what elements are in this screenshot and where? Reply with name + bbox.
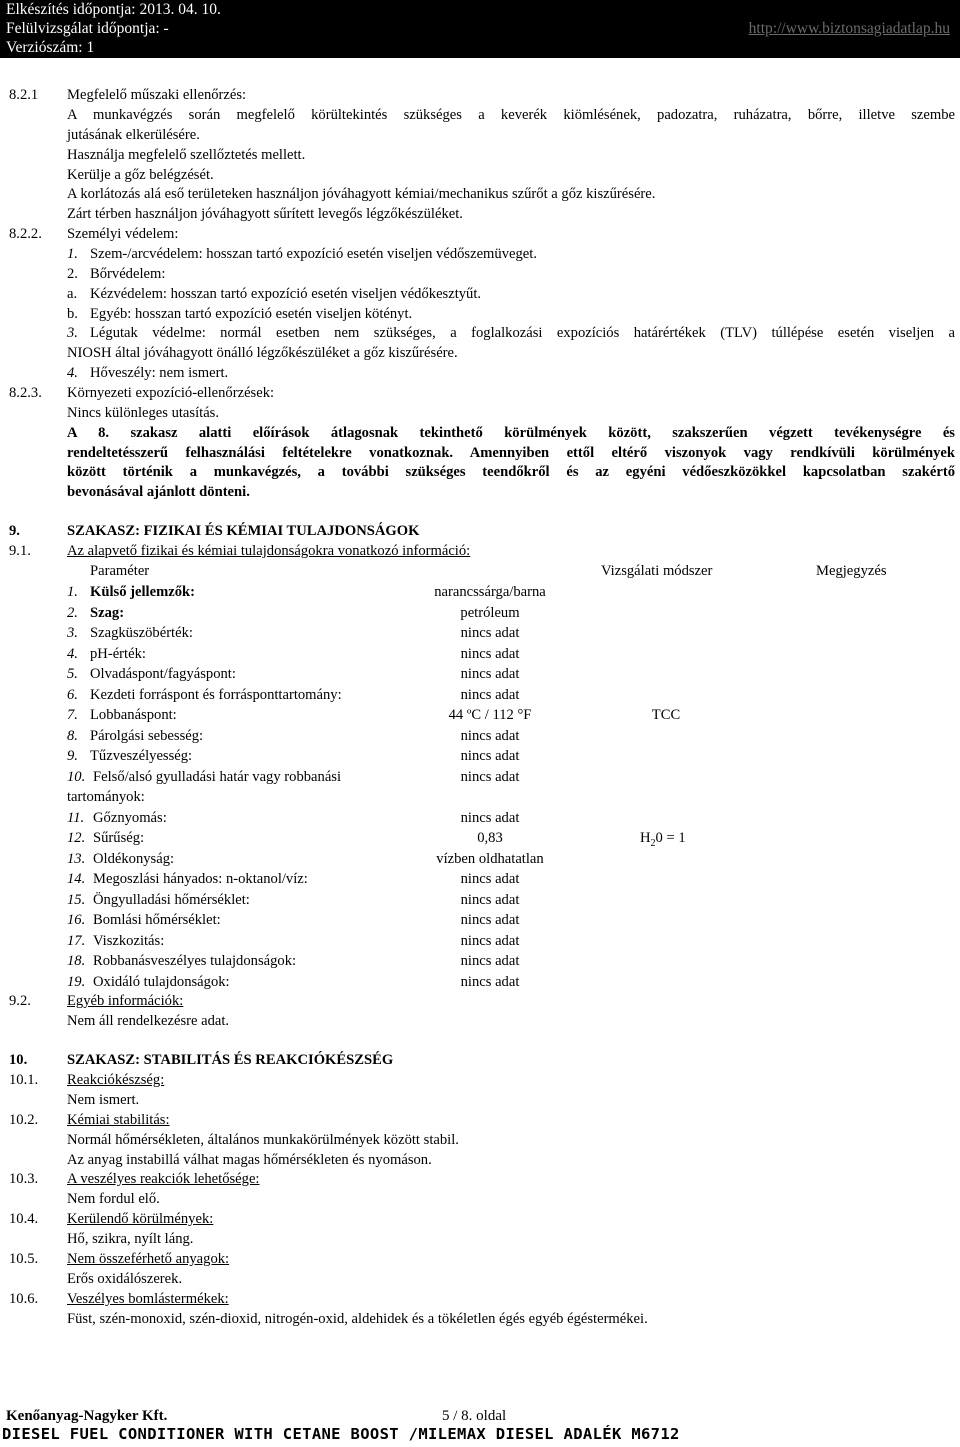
paragraph-line: Zárt térben használjon jóváhagyott sűrített levegős légzőkészüléket. <box>67 206 463 222</box>
property-number: 19. <box>67 974 86 990</box>
property-label: Párolgási sebesség: <box>90 728 204 744</box>
list-item: Légutak védelme: normál esetben nem szükséges, a foglalkozási expozíciós határértékek (TLV) túllépése esetén viseljen a <box>90 325 955 341</box>
subsection-title: Reakciókészség: <box>67 1072 165 1088</box>
density-method-rest: 0 = 1 <box>655 830 686 846</box>
section-heading-number: 9. <box>9 523 20 539</box>
section-heading: SZAKASZ: FIZIKAI ÉS KÉMIAI TULAJDONSÁGOK <box>67 523 420 539</box>
property-value: nincs adat <box>460 810 520 826</box>
subsection-number: 10.3. <box>9 1171 39 1187</box>
property-value: 44 ºC / 112 °F <box>448 707 532 723</box>
list-item-continued: NIOSH által jóváhagyott önálló légzőkészüléket a gőz kiszűrésére. <box>67 345 458 361</box>
property-number: 6. <box>67 687 78 703</box>
property-number: 1. <box>67 584 78 600</box>
paragraph-line: Nem áll rendelkezésre adat. <box>67 1013 230 1029</box>
subsection-title: Egyéb információk: <box>67 993 184 1009</box>
subsection-number: 10.6. <box>9 1291 39 1307</box>
page-header <box>0 0 960 58</box>
paragraph-line: Erős oxidálószerek. <box>67 1271 183 1287</box>
property-label: Oxidáló tulajdonságok: <box>93 974 230 990</box>
table-header-method: Vizsgálati módszer <box>601 563 713 579</box>
property-value: nincs adat <box>460 933 520 949</box>
property-number: 15. <box>67 892 86 908</box>
table-header-param: Paraméter <box>90 563 150 579</box>
property-value: nincs adat <box>460 748 520 764</box>
section-title: Környezeti expozíció-ellenőrzések: <box>67 385 275 401</box>
header-version: Verziószám: 1 <box>6 39 95 56</box>
section-title: Személyi védelem: <box>67 226 179 242</box>
property-method: TCC <box>651 707 681 723</box>
bold-paragraph-line: között történik a munkavégzés, a további szükséges teendőkről és az egyéni védőeszközökkel kapcsolatban szakértő <box>67 464 955 480</box>
property-label: pH-érték: <box>90 646 146 662</box>
property-number: 7. <box>67 707 78 723</box>
section-number: 8.2.2. <box>9 226 42 242</box>
property-value: vízben oldhatatlan <box>436 851 544 867</box>
property-value: nincs adat <box>460 687 520 703</box>
subsection-number: 9.1. <box>9 543 31 559</box>
density-method-subscript: 2 <box>650 837 656 849</box>
property-number: 9. <box>67 748 78 764</box>
subsection-number: 10.1. <box>9 1072 39 1088</box>
property-number: 14. <box>67 871 86 887</box>
list-item: Hőveszély: nem ismert. <box>90 365 229 381</box>
section-number: 8.2.3. <box>9 385 42 401</box>
table-header-note: Megjegyzés <box>816 563 887 579</box>
property-number: 18. <box>67 953 86 969</box>
density-method <box>640 829 686 847</box>
list-letter: b. <box>67 306 78 322</box>
property-label: Kezdeti forráspont és forrásponttartomány: <box>90 687 342 703</box>
property-value: 0,83 <box>477 830 503 846</box>
subsection-title: Kémiai stabilitás: <box>67 1112 170 1128</box>
subsection-number: 10.4. <box>9 1211 39 1227</box>
property-value: petróleum <box>460 605 520 621</box>
paragraph-line: Hő, szikra, nyílt láng. <box>67 1231 194 1247</box>
property-value: narancssárga/barna <box>434 584 546 600</box>
section-title: Megfelelő műszaki ellenőrzés: <box>67 87 247 103</box>
section-number: 8.2.1 <box>9 87 39 103</box>
paragraph-line: A munkavégzés során megfelelő körültekintés szükséges a keverék kiömlésének, padozatra, ruházatra, bőrre, illetve szembe <box>67 107 955 123</box>
property-label: Oldékonyság: <box>93 851 175 867</box>
header-created-date: Elkészítés időpontja: 2013. 04. 10. <box>6 1 221 18</box>
list-item: Bőrvédelem: <box>90 266 166 282</box>
list-number: 2. <box>67 266 78 282</box>
property-label: tartományok: <box>67 789 145 805</box>
property-value: nincs adat <box>460 625 520 641</box>
property-number: 11. <box>67 810 85 826</box>
subsection-number: 10.5. <box>9 1251 39 1267</box>
property-value: nincs adat <box>460 953 520 969</box>
list-number: 4. <box>67 365 78 381</box>
property-number: 5. <box>67 666 78 682</box>
paragraph-line: Füst, szén-monoxid, szén-dioxid, nitrogén-oxid, aldehidek és a tökéletlen égés egyéb égéstermékei. <box>67 1311 648 1327</box>
property-value: nincs adat <box>460 974 520 990</box>
bold-paragraph-line: A 8. szakasz alatti előírások átlagosnak tekinthető körülmények között, szakszerűen végzett tevékenységre és <box>67 425 955 441</box>
property-label: Olvadáspont/fagyáspont: <box>90 666 236 682</box>
property-value: nincs adat <box>460 728 520 744</box>
property-number: 3. <box>67 625 78 641</box>
header-review-date: Felülvizsgálat időpontja: - <box>6 20 169 37</box>
paragraph-line: Nincs különleges utasítás. <box>67 405 219 421</box>
property-label: Külső jellemzők: <box>90 584 195 600</box>
list-number: 1. <box>67 246 78 262</box>
property-number: 12. <box>67 830 86 846</box>
header-url-link[interactable]: http://www.biztonsagiadatlap.hu <box>748 20 950 37</box>
property-value: nincs adat <box>460 871 520 887</box>
property-label: Szagküszöbérték: <box>90 625 193 641</box>
bold-paragraph-line: rendeltetésszerű felhasználási feltételekre vonatkoznak. Amennyiben ettől eltérő viszonyok vagy rendkívüli körülmények <box>67 445 955 461</box>
list-item: Szem-/arcvédelem: hosszan tartó expozíció esetén viseljen védőszemüveget. <box>90 246 537 262</box>
property-label: Gőznyomás: <box>93 810 167 826</box>
paragraph-line: Használja megfelelő szellőztetés mellett. <box>67 147 306 163</box>
property-label: Megoszlási hányados: n-oktanol/víz: <box>93 871 308 887</box>
property-label: Szag: <box>90 605 125 621</box>
section-heading: SZAKASZ: STABILITÁS ÉS REAKCIÓKÉSZSÉG <box>67 1052 394 1068</box>
property-number: 4. <box>67 646 78 662</box>
paragraph-line: Nem fordul elő. <box>67 1191 160 1207</box>
property-label: Viszkozitás: <box>93 933 165 949</box>
property-label: Sűrűség: <box>93 830 145 846</box>
bold-paragraph-line: bevonásával ajánlott dönteni. <box>67 484 250 500</box>
footer-page-number: 5 / 8. oldal <box>442 1408 507 1424</box>
subsection-number: 9.2. <box>9 993 31 1009</box>
paragraph-line: Az anyag instabillá válhat magas hőmérsékleten és nyomáson. <box>67 1151 432 1168</box>
list-letter: a. <box>67 286 78 302</box>
property-value: nincs adat <box>460 666 520 682</box>
property-label: Robbanásveszélyes tulajdonságok: <box>93 953 297 969</box>
property-label: Bomlási hőmérséklet: <box>93 912 221 928</box>
subsection-title: Veszélyes bomlástermékek: <box>67 1291 229 1307</box>
density-method-h: H <box>640 830 651 846</box>
property-value: nincs adat <box>460 769 520 785</box>
property-number: 8. <box>67 728 78 744</box>
list-number: 3. <box>67 325 78 341</box>
paragraph-line: jutásának elkerülésére. <box>67 127 200 143</box>
list-item: Egyéb: hosszan tartó expozíció esetén viseljen kötényt. <box>90 306 413 322</box>
property-label: Tűzveszélyesség: <box>90 748 193 764</box>
property-label: Felső/alsó gyulladási határ vagy robbanási <box>93 769 342 785</box>
property-value: nincs adat <box>460 912 520 928</box>
subsection-title: A veszélyes reakciók lehetősége: <box>67 1171 260 1187</box>
property-value: nincs adat <box>460 646 520 662</box>
section-heading-number: 10. <box>9 1052 28 1068</box>
paragraph-line: Nem ismert. <box>67 1092 140 1108</box>
footer-company: Kenőanyag-Nagyker Kft. <box>6 1408 168 1424</box>
paragraph-line: Kerülje a gőz belégzését. <box>67 167 214 183</box>
footer-product-name: DIESEL FUEL CONDITIONER WITH CETANE BOOST /MILEMAX DIESEL ADALÉK M6712 <box>2 1425 680 1443</box>
property-number: 16. <box>67 912 86 928</box>
subsection-title: Nem összeférhető anyagok: <box>67 1251 230 1267</box>
paragraph-line: A korlátozás alá eső területeken használjon jóváhagyott kémiai/mechanikus szűrőt a gőz kiszűrésére. <box>67 186 656 202</box>
subsection-title: Az alapvető fizikai és kémiai tulajdonságokra vonatkozó információ: <box>67 543 471 559</box>
subsection-title: Kerülendő körülmények: <box>67 1211 214 1227</box>
property-number: 17. <box>67 933 86 949</box>
property-number: 10. <box>67 769 86 785</box>
subsection-number: 10.2. <box>9 1112 39 1128</box>
property-label: Lobbanáspont: <box>90 707 177 723</box>
property-number: 13. <box>67 851 86 867</box>
paragraph-line: Normál hőmérsékleten, általános munkakörülmények között stabil. <box>67 1132 459 1148</box>
property-number: 2. <box>67 605 78 621</box>
list-item: Kézvédelem: hosszan tartó expozíció esetén viseljen védőkesztyűt. <box>90 286 482 302</box>
property-label: Öngyulladási hőmérséklet: <box>93 892 250 908</box>
property-value: nincs adat <box>460 892 520 908</box>
